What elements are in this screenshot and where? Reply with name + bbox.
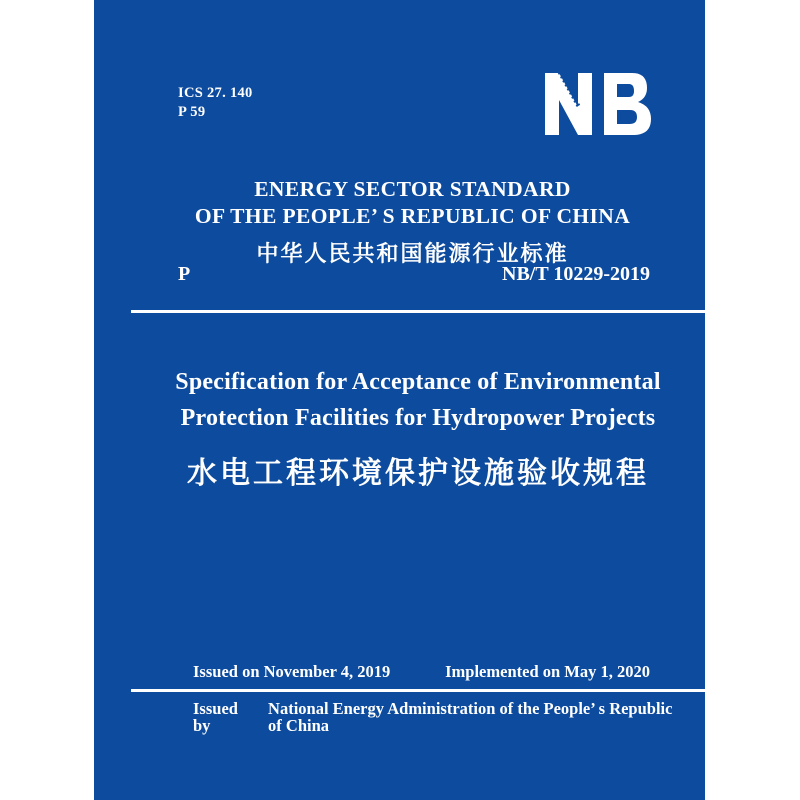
issuer-name: National Energy Administration of the People’ s Republic of China (268, 699, 673, 735)
main-title-en-line2: Protection Facilities for Hydropower Projects (180, 405, 656, 431)
class-letter: P (178, 263, 191, 285)
header-divider-line (131, 310, 705, 313)
issued-on-date: Issued on November 4, 2019 (193, 662, 391, 681)
main-title (131, 364, 705, 492)
standard-cover-page (94, 0, 705, 800)
header-title-en-line1: ENERGY SECTOR STANDARD (254, 177, 571, 201)
classification-codes (178, 84, 253, 122)
nb-logo-icon (545, 73, 651, 135)
standard-number: NB/T 10229-2019 (502, 263, 650, 285)
standard-header (94, 176, 705, 268)
issued-by-label: Issued by (193, 699, 238, 735)
issuer-row (193, 700, 685, 734)
main-title-en-line1: Specification for Acceptance of Environmental (175, 369, 661, 395)
footer-divider-line (131, 689, 705, 692)
china-classification-code: P 59 (178, 104, 206, 120)
ics-code: ICS 27. 140 (178, 85, 253, 101)
implemented-on-date: Implemented on May 1, 2020 (445, 662, 650, 681)
header-title-zh: 中华人民共和国能源行业标准 (256, 241, 569, 266)
header-title-en-line2: OF THE PEOPLE’ S REPUBLIC OF CHINA (194, 204, 631, 228)
main-title-zh: 水电工程环境保护设施验收规程 (187, 457, 649, 490)
document-class-row (178, 264, 650, 284)
issue-dates-row (193, 663, 650, 680)
